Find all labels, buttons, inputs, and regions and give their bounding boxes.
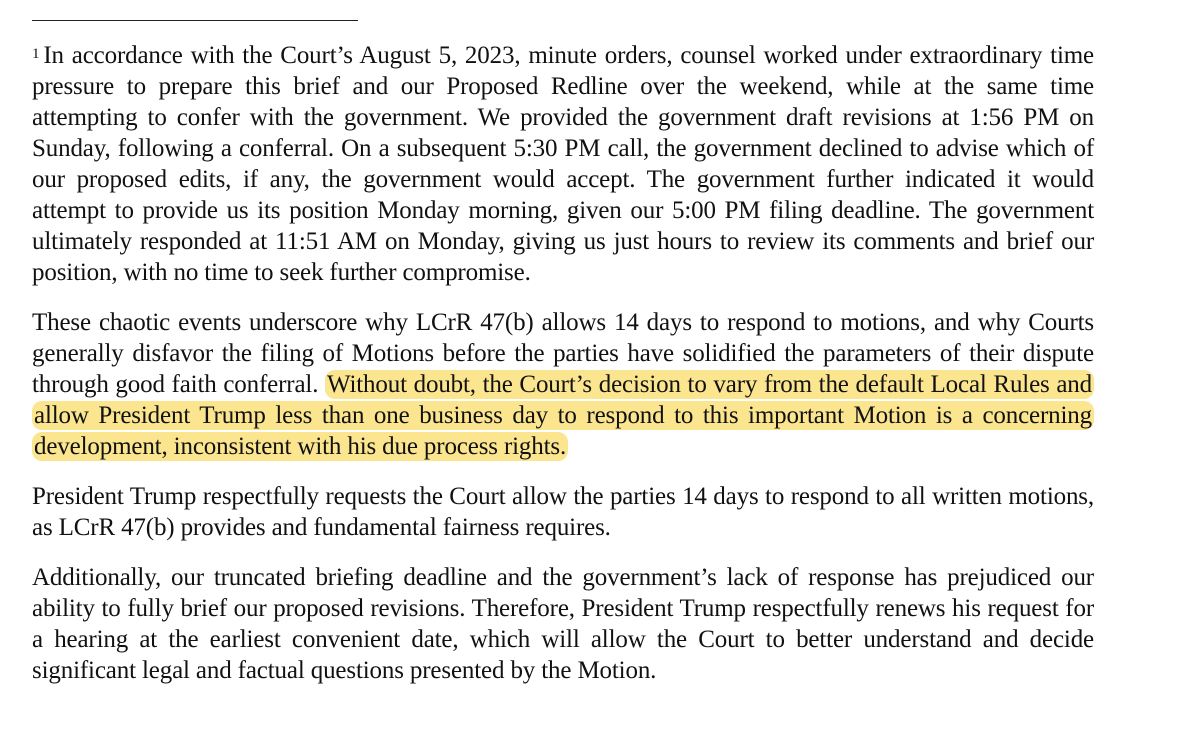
highlighted-passage: Without doubt, the Court’s decision to vary from the default Local Rules and allow President Trump less than one business day to respond to this important Motion is a concerning development, inconsistent with his due process rights. xyxy=(34,371,1092,460)
paragraph-hearing-request xyxy=(32,562,1094,686)
paragraph-chaotic-events xyxy=(32,307,1094,462)
footnote-separator-rule xyxy=(32,20,358,21)
footnote-marker: 1 xyxy=(32,46,40,62)
paragraph-request-14-days xyxy=(32,481,1094,543)
footnote-1 xyxy=(32,40,1094,288)
footnote-text: In accordance with the Court’s August 5, 2023, minute orders, counsel worked under extraordinary time pressure to prepare this brief and our Proposed Redline over the weekend, while at the same time attempting to confer with the government. We provided the government draft revisions at 1:56 PM on Sunday, following a conferral. On a subsequent 5:30 PM call, the government declined to advise which of our proposed edits, if any, the government would accept. The government further indicated it would attempt to provide us its position Monday morning, given our 5:00 PM filing deadline. The government ultimately responded at 11:51 AM on Monday, giving us just hours to review its comments and brief our position, with no time to seek further compromise. xyxy=(32,42,1094,286)
paragraph-request-14-days-text: President Trump respectfully requests the Court allow the parties 14 days to respond to all written motions, as LCrR 47(b) provides and fundamental fairness requires. xyxy=(32,483,1094,541)
paragraph-hearing-request-text: Additionally, our truncated briefing deadline and the government’s lack of response has prejudiced our ability to fully brief our proposed revisions. Therefore, President Trump respectfully renews his request for a hearing at the earliest convenient date, which will allow the Court to better understand and decide significant legal and factual questions presented by the Motion. xyxy=(32,564,1094,684)
document-page xyxy=(32,40,1094,705)
paragraph-chaotic-events-text: These chaotic events underscore why LCrR 47(b) allows 14 days to respond to motions, and why Courts generally disfavor the filing of Motions before the parties have solidified the parameters of their dispute through good faith conferral. xyxy=(32,309,1094,398)
